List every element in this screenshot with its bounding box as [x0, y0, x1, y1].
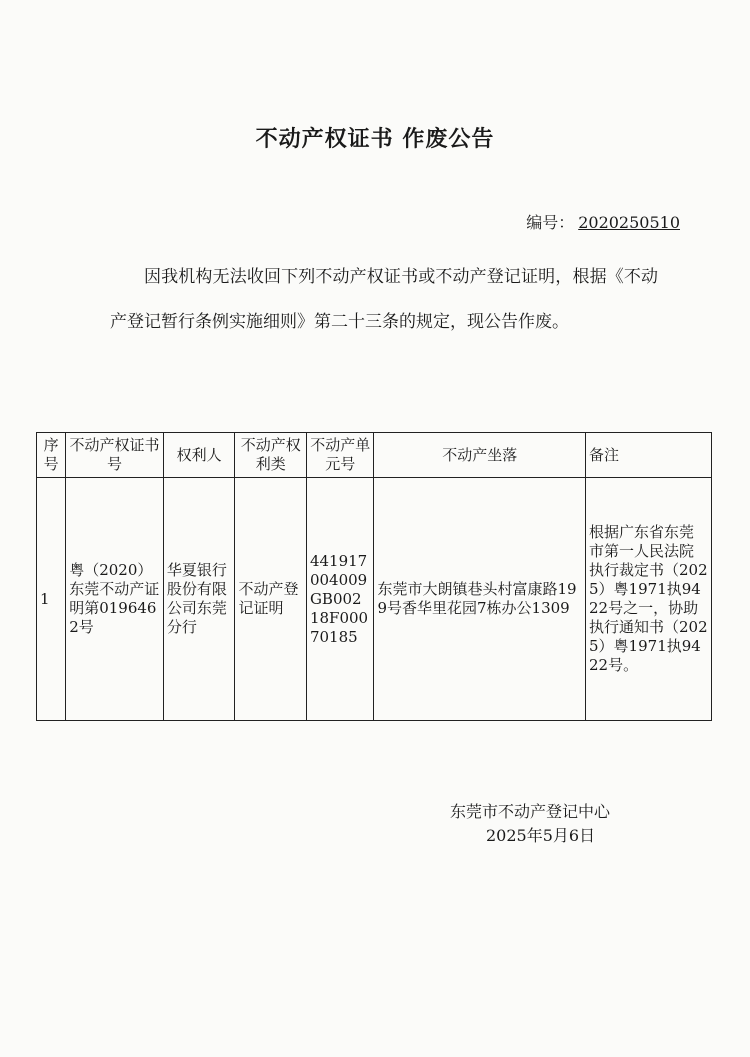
cell-right-type: 不动产登记证明: [235, 478, 307, 721]
signature-block: [440, 800, 680, 848]
cell-holder: 华夏银行股份有限公司东莞分行: [163, 478, 235, 721]
cell-cert-no: 粤（2020）东莞不动产证明第0196462号: [66, 478, 164, 721]
cell-location: 东莞市大朗镇巷头村富康路199号香华里花园7栋办公1309: [374, 478, 586, 721]
notice-body: 因我机构无法收回下列不动产权证书或不动产登记证明，根据《不动产登记暂行条例实施细则》第二十三条的规定，现公告作废。: [110, 267, 658, 332]
table-header-row: [37, 433, 712, 478]
header-cert-no: 不动产权证书号: [66, 433, 164, 478]
cell-note: 根据广东省东莞市第一人民法院执行裁定书（2025）粤1971执9422号之一，协助执行通知书（2025）粤1971执9422号。: [586, 478, 712, 721]
table-row: [37, 478, 712, 721]
header-note: 备注: [586, 433, 712, 478]
document-number-value: 2020250510: [578, 213, 680, 232]
header-seq: 序号: [37, 433, 66, 478]
issuing-organization: 东莞市不动产登记中心: [450, 802, 611, 821]
cell-seq: 1: [37, 478, 66, 721]
header-location: 不动产坐落: [374, 433, 586, 478]
header-unit-no: 不动产单元号: [306, 433, 374, 478]
page-title: 不动产权证书 作废公告: [255, 127, 495, 152]
cell-unit-no: 441917004009GB00218F00070185: [306, 478, 374, 721]
document-number-label: 编号：: [526, 213, 575, 232]
header-right-type: 不动产权利类: [235, 433, 307, 478]
header-holder: 权利人: [163, 433, 235, 478]
notice-table: [36, 432, 712, 721]
issue-date: 2025年5月6日: [486, 826, 596, 845]
document-number: [526, 210, 680, 233]
